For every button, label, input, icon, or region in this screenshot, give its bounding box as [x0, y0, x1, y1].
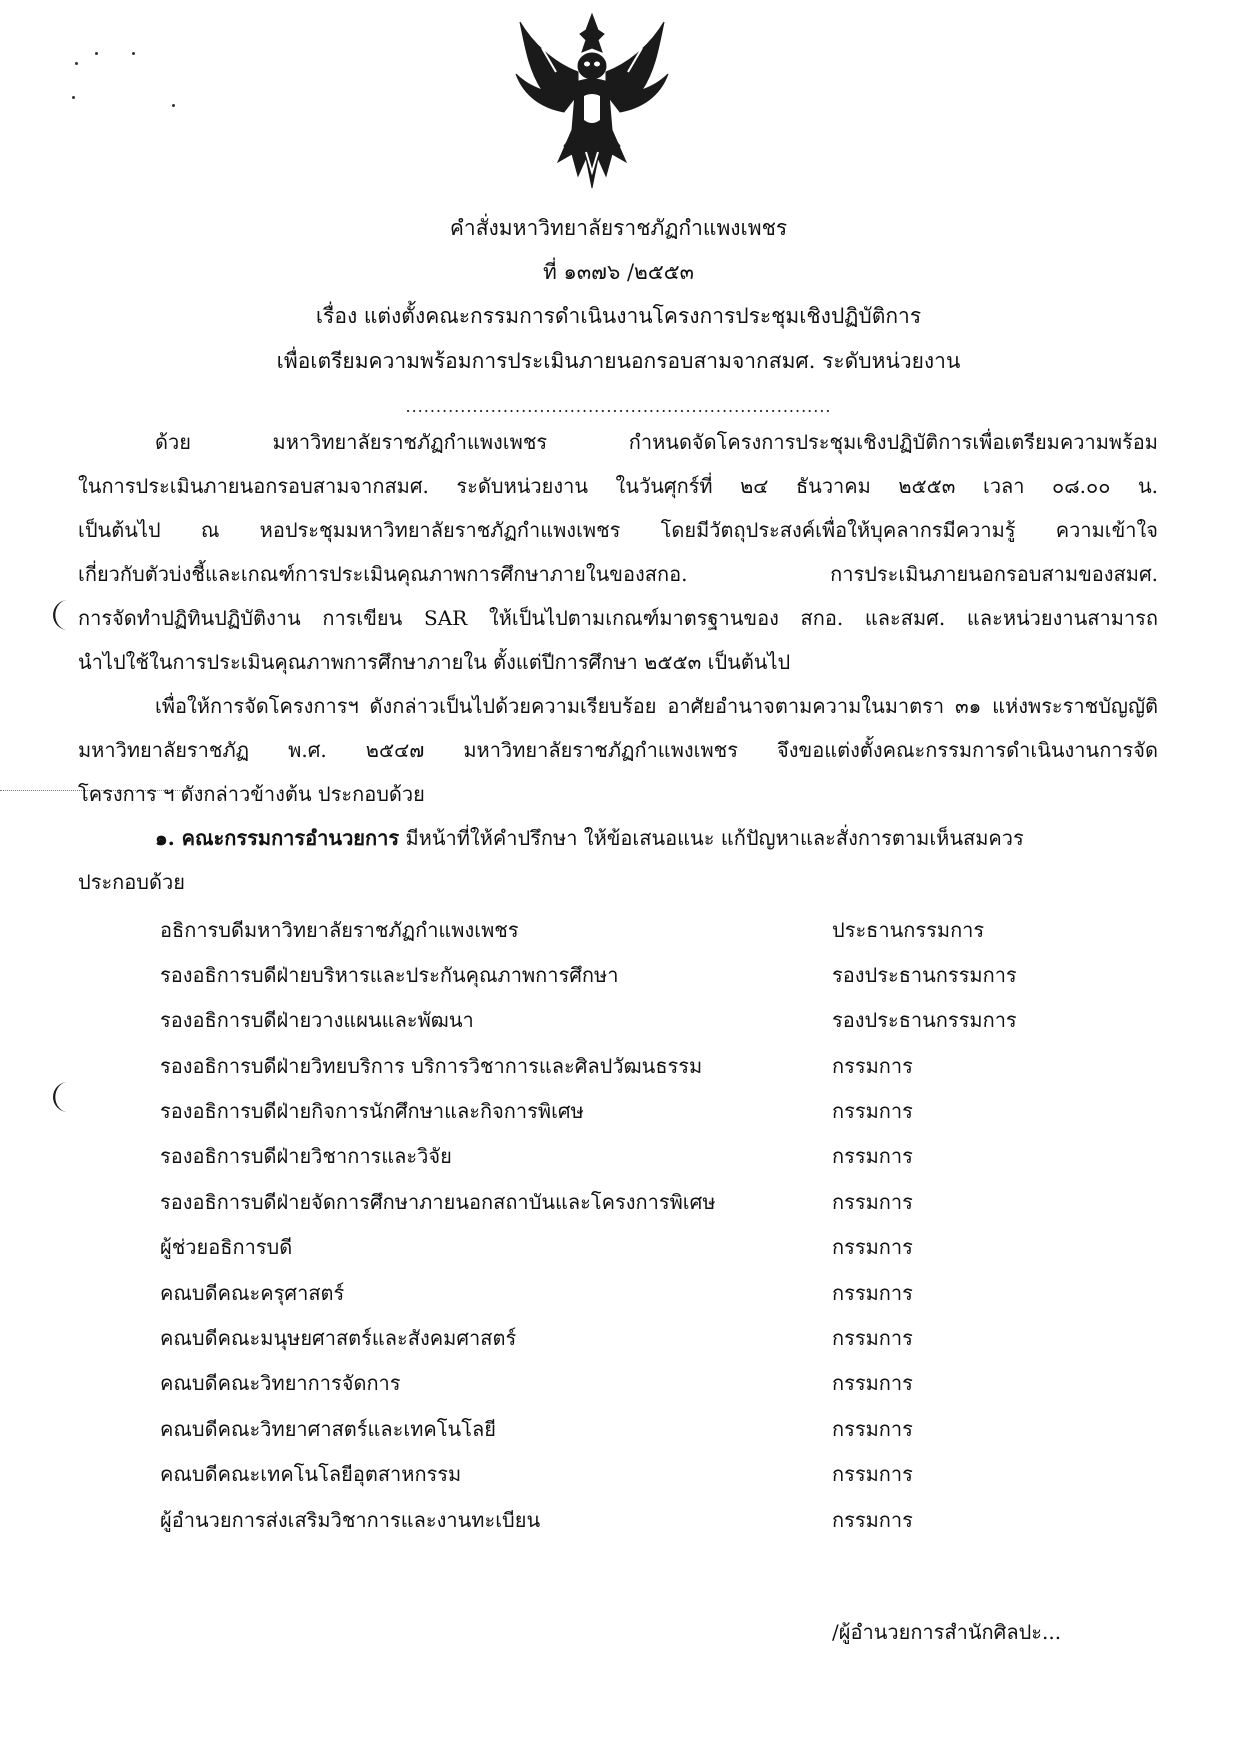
committee-member-role: รองประธานกรรมการ [832, 1008, 1017, 1032]
committee-member-name: คณบดีคณะครุศาสตร์ [160, 1281, 345, 1305]
subject-line-1: เรื่อง แต่งตั้งคณะกรรมการดำเนินงานโครงการประชุมเชิงปฏิบัติการ [315, 304, 922, 328]
committee-member-name: รองอธิการบดีฝ่ายวิชาการและวิจัย [160, 1144, 452, 1168]
paragraph-1-line-5: การจัดทำปฏิทินปฏิบัติงาน การเขียน SAR ให้เป็นไปตามเกณฑ์มาตรฐานของ สกอ. และสมศ. และหน่วยงานสามารถ [78, 606, 1158, 630]
committee-row [160, 916, 1060, 944]
paragraph-1-line-6: นำไปใช้ในการประเมินคุณภาพการศึกษาภายใน ตั้งแต่ปีการศึกษา ๒๕๕๓ เป็นต้นไป [78, 650, 791, 674]
committee-row [160, 1279, 1060, 1307]
committee-member-role: กรรมการ [832, 1417, 913, 1441]
committee-member-role: กรรมการ [832, 1462, 913, 1486]
committee-row [160, 1188, 1060, 1216]
committee-member-role: กรรมการ [832, 1190, 913, 1214]
order-title: คำสั่งมหาวิทยาลัยราชภัฏกำแพงเพชร [449, 216, 788, 240]
committee-member-name: รองอธิการบดีฝ่ายจัดการศึกษาภายนอกสถาบันและโครงการพิเศษ [160, 1190, 716, 1214]
continuation-note: /ผู้อำนวยการสำนักศิลปะ... [832, 1620, 1062, 1644]
committee-member-name: ผู้ช่วยอธิการบดี [160, 1235, 293, 1259]
committee-member-name: คณบดีคณะวิทยาการจัดการ [160, 1371, 401, 1395]
committee-member-role: กรรมการ [832, 1371, 913, 1395]
section-1-heading: ๑. คณะกรรมการอำนวยการ [155, 826, 400, 850]
committee-row [160, 1233, 1060, 1261]
committee-member-name: คณบดีคณะเทคโนโลยีอุตสาหกรรม [160, 1462, 462, 1486]
punch-hole-icon [44, 598, 78, 632]
committee-row [160, 1415, 1060, 1443]
subject-line-2: เพื่อเตรียมความพร้อมการประเมินภายนอกรอบสามจากสมศ. ระดับหน่วยงาน [276, 349, 961, 373]
paragraph-1-line-2: ในการประเมินภายนอกรอบสามจากสมศ. ระดับหน่วยงาน ในวันศุกร์ที่ ๒๔ ธันวาคม ๒๕๕๓ เวลา ๐๘.๐๐ น. [78, 474, 1158, 498]
section-1-line-2: ประกอบด้วย [78, 870, 185, 894]
paragraph-1-line-3: เป็นต้นไป ณ หอประชุมมหาวิทยาลัยราชภัฏกำแพงเพชร โดยมีวัตถุประสงค์เพื่อให้บุคลากรมีความรู้ ความเข้าใจ [78, 518, 1158, 542]
committee-row [160, 1369, 1060, 1397]
committee-member-name: รองอธิการบดีฝ่ายบริหารและประกันคุณภาพการศึกษา [160, 963, 619, 987]
committee-member-name: คณบดีคณะวิทยาศาสตร์และเทคโนโลยี [160, 1417, 496, 1441]
paragraph-2-line-2: มหาวิทยาลัยราชภัฏ พ.ศ. ๒๕๔๗ มหาวิทยาลัยราชภัฏกำแพงเพชร จึงขอแต่งตั้งคณะกรรมการดำเนินงานการจัด [78, 738, 1158, 762]
section-1-line-1 [155, 824, 1158, 852]
scan-speck [172, 104, 175, 107]
committee-row [160, 1324, 1060, 1352]
scan-speck [95, 52, 98, 55]
committee-row [160, 1097, 1060, 1125]
committee-member-role: กรรมการ [832, 1281, 913, 1305]
committee-member-role: รองประธานกรรมการ [832, 963, 1017, 987]
committee-member-role: กรรมการ [832, 1054, 913, 1078]
paragraph-2-line-1: เพื่อให้การจัดโครงการฯ ดังกล่าวเป็นไปด้วยความเรียบร้อย อาศัยอำนาจตามความในมาตรา ๓๑ แห่งพระราชบัญญัติ [155, 694, 1158, 718]
committee-member-name: ผู้อำนวยการส่งเสริมวิชาการและงานทะเบียน [160, 1508, 541, 1532]
committee-row [160, 961, 1060, 989]
garuda-emblem-icon [512, 12, 672, 192]
scan-speck [72, 96, 75, 99]
committee-member-role: กรรมการ [832, 1144, 913, 1168]
committee-row [160, 1052, 1060, 1080]
punch-hole-icon [44, 1080, 78, 1114]
committee-member-role: กรรมการ [832, 1099, 913, 1123]
scan-speck [132, 52, 135, 55]
committee-row [160, 1506, 1060, 1534]
order-number: ที่ ๑๓๗๖ /๒๕๕๓ [542, 260, 695, 284]
committee-row [160, 1006, 1060, 1034]
section-1-duty: มีหน้าที่ให้คำปรึกษา ให้ข้อเสนอแนะ แก้ปัญหาและสั่งการตามเห็นสมควร [399, 826, 1024, 850]
committee-member-name: รองอธิการบดีฝ่ายกิจการนักศึกษาและกิจการพิเศษ [160, 1099, 584, 1123]
scan-speck [75, 62, 78, 65]
committee-member-role: ประธานกรรมการ [832, 918, 985, 942]
header-separator: ...................................................................... [405, 397, 832, 416]
committee-row [160, 1460, 1060, 1488]
committee-member-name: รองอธิการบดีฝ่ายวิทยบริการ บริการวิชาการและศิลปวัฒนธรรม [160, 1054, 703, 1078]
committee-member-name: อธิการบดีมหาวิทยาลัยราชภัฏกำแพงเพชร [160, 918, 519, 942]
paragraph-1-line-1: ด้วย มหาวิทยาลัยราชภัฏกำแพงเพชร กำหนดจัดโครงการประชุมเชิงปฏิบัติการเพื่อเตรียมความพร้อม [155, 430, 1158, 454]
committee-member-role: กรรมการ [832, 1235, 913, 1259]
committee-member-name: รองอธิการบดีฝ่ายวางแผนและพัฒนา [160, 1008, 474, 1032]
committee-member-role: กรรมการ [832, 1508, 913, 1532]
committee-member-name: คณบดีคณะมนุษยศาสตร์และสังคมศาสตร์ [160, 1326, 517, 1350]
paragraph-2-line-3: โครงการ ฯ ดังกล่าวข้างต้น ประกอบด้วย [78, 782, 425, 806]
paragraph-1-line-4: เกี่ยวกับตัวบ่งชี้และเกณฑ์การประเมินคุณภาพการศึกษาภายในของสกอ. การประเมินภายนอกรอบสามของสมศ. [78, 562, 1158, 586]
committee-row [160, 1142, 1060, 1170]
committee-member-role: กรรมการ [832, 1326, 913, 1350]
